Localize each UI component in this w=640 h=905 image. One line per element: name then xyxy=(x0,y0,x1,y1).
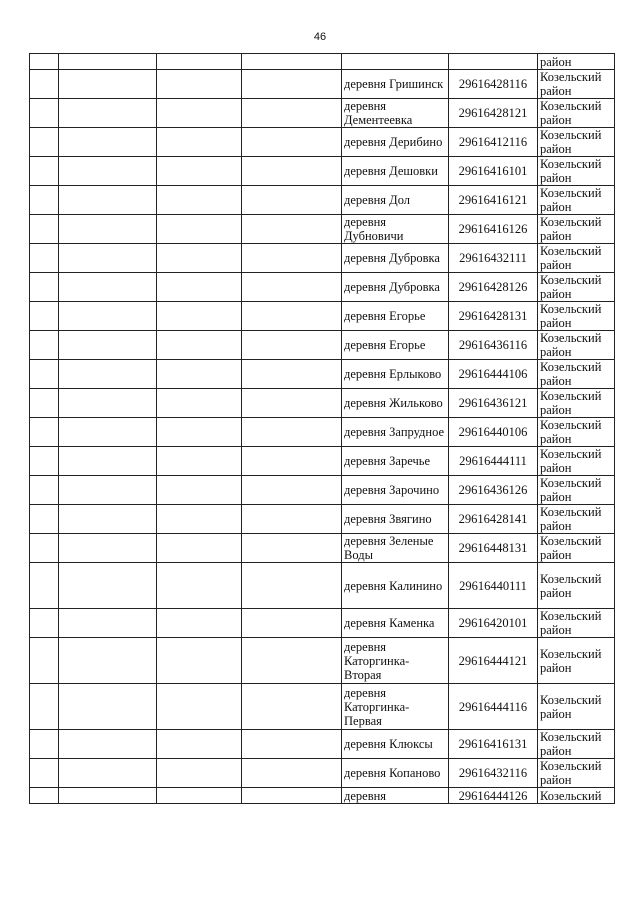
table-row xyxy=(30,157,615,186)
settlement-name-cell: деревня Егорье xyxy=(342,302,449,331)
empty-cell xyxy=(157,302,242,331)
table-row xyxy=(30,54,615,70)
table-row xyxy=(30,534,615,563)
district-cell: Козельский xyxy=(538,788,615,804)
empty-cell xyxy=(59,609,157,638)
empty-cell xyxy=(242,186,342,215)
district-cell: Козельский район xyxy=(538,128,615,157)
row-number-cell xyxy=(30,684,59,730)
table-row xyxy=(30,476,615,505)
district-cell: Козельский район xyxy=(538,273,615,302)
settlement-name-cell: деревня Запрудное xyxy=(342,418,449,447)
district-cell: Козельский район xyxy=(538,360,615,389)
empty-cell xyxy=(59,244,157,273)
row-number-cell xyxy=(30,302,59,331)
empty-cell xyxy=(157,447,242,476)
table-row xyxy=(30,638,615,684)
empty-cell xyxy=(242,157,342,186)
settlement-name-cell: деревня Жильково xyxy=(342,389,449,418)
empty-cell xyxy=(157,788,242,804)
empty-cell xyxy=(242,418,342,447)
district-cell: Козельский район xyxy=(538,447,615,476)
empty-cell xyxy=(157,730,242,759)
table-row xyxy=(30,389,615,418)
empty-cell xyxy=(242,70,342,99)
row-number-cell xyxy=(30,609,59,638)
table-row xyxy=(30,99,615,128)
oktmo-code-cell: 29616428116 xyxy=(449,70,538,99)
settlement-name-cell: деревня Гришинск xyxy=(342,70,449,99)
table-row xyxy=(30,244,615,273)
table-row xyxy=(30,563,615,609)
empty-cell xyxy=(157,389,242,418)
oktmo-code-cell: 29616420101 xyxy=(449,609,538,638)
empty-cell xyxy=(242,788,342,804)
row-number-cell xyxy=(30,638,59,684)
row-number-cell xyxy=(30,730,59,759)
empty-cell xyxy=(157,638,242,684)
district-cell: Козельский район xyxy=(538,418,615,447)
row-number-cell xyxy=(30,331,59,360)
row-number-cell xyxy=(30,244,59,273)
empty-cell xyxy=(59,505,157,534)
oktmo-code-cell: 29616444126 xyxy=(449,788,538,804)
settlement-name-cell: деревня Заречье xyxy=(342,447,449,476)
empty-cell xyxy=(59,331,157,360)
empty-cell xyxy=(242,563,342,609)
oktmo-code-cell: 29616444106 xyxy=(449,360,538,389)
row-number-cell xyxy=(30,99,59,128)
district-cell: Козельский район xyxy=(538,609,615,638)
district-cell: Козельский район xyxy=(538,534,615,563)
table-row xyxy=(30,273,615,302)
row-number-cell xyxy=(30,476,59,505)
oktmo-code-cell: 29616436126 xyxy=(449,476,538,505)
row-number-cell xyxy=(30,505,59,534)
settlement-name-cell: деревня Егорье xyxy=(342,331,449,360)
table-row xyxy=(30,215,615,244)
empty-cell xyxy=(59,54,157,70)
empty-cell xyxy=(242,273,342,302)
empty-cell xyxy=(59,157,157,186)
row-number-cell xyxy=(30,70,59,99)
empty-cell xyxy=(157,215,242,244)
oktmo-code-cell xyxy=(449,54,538,70)
district-cell: Козельский район xyxy=(538,730,615,759)
oktmo-code-cell: 29616440111 xyxy=(449,563,538,609)
empty-cell xyxy=(157,331,242,360)
settlement-name-cell: деревня Клюксы xyxy=(342,730,449,759)
district-cell: Козельский район xyxy=(538,157,615,186)
empty-cell xyxy=(157,244,242,273)
empty-cell xyxy=(59,788,157,804)
row-number-cell xyxy=(30,534,59,563)
oktmo-code-cell: 29616416126 xyxy=(449,215,538,244)
row-number-cell xyxy=(30,788,59,804)
empty-cell xyxy=(59,302,157,331)
empty-cell xyxy=(59,684,157,730)
row-number-cell xyxy=(30,563,59,609)
district-cell: Козельский район xyxy=(538,505,615,534)
settlement-name-cell: деревня Зарочино xyxy=(342,476,449,505)
empty-cell xyxy=(242,638,342,684)
empty-cell xyxy=(59,534,157,563)
empty-cell xyxy=(59,70,157,99)
oktmo-code-cell: 29616432116 xyxy=(449,759,538,788)
row-number-cell xyxy=(30,273,59,302)
district-cell: район xyxy=(538,54,615,70)
empty-cell xyxy=(157,128,242,157)
empty-cell xyxy=(157,505,242,534)
oktmo-code-cell: 29616444116 xyxy=(449,684,538,730)
empty-cell xyxy=(157,273,242,302)
row-number-cell xyxy=(30,157,59,186)
settlement-name-cell: деревня Дубновичи xyxy=(342,215,449,244)
district-cell: Козельский район xyxy=(538,759,615,788)
oktmo-code-cell: 29616436121 xyxy=(449,389,538,418)
settlement-name-cell: деревня Дешовки xyxy=(342,157,449,186)
empty-cell xyxy=(59,418,157,447)
settlement-name-cell: деревня Дубровка xyxy=(342,273,449,302)
page-number: 46 xyxy=(313,31,327,43)
row-number-cell xyxy=(30,447,59,476)
settlement-name-cell: деревня Ерлыково xyxy=(342,360,449,389)
empty-cell xyxy=(59,186,157,215)
district-cell: Козельский район xyxy=(538,186,615,215)
settlement-name-cell: деревня Копаново xyxy=(342,759,449,788)
table-row xyxy=(30,788,615,804)
empty-cell xyxy=(59,215,157,244)
table-row xyxy=(30,128,615,157)
empty-cell xyxy=(157,418,242,447)
empty-cell xyxy=(59,447,157,476)
oktmo-code-cell: 29616428131 xyxy=(449,302,538,331)
district-cell: Козельский район xyxy=(538,99,615,128)
table-row xyxy=(30,730,615,759)
empty-cell xyxy=(59,638,157,684)
table-row xyxy=(30,418,615,447)
settlement-name-cell: деревня Калинино xyxy=(342,563,449,609)
settlement-name-cell: деревня Дерибино xyxy=(342,128,449,157)
table-row xyxy=(30,684,615,730)
empty-cell xyxy=(242,684,342,730)
empty-cell xyxy=(242,302,342,331)
empty-cell xyxy=(59,360,157,389)
table-row xyxy=(30,609,615,638)
oktmo-code-cell: 29616428141 xyxy=(449,505,538,534)
empty-cell xyxy=(157,476,242,505)
oktmo-code-cell: 29616416121 xyxy=(449,186,538,215)
district-cell: Козельский район xyxy=(538,302,615,331)
empty-cell xyxy=(157,360,242,389)
empty-cell xyxy=(157,70,242,99)
table-row xyxy=(30,447,615,476)
settlement-name-cell: деревня Каменка xyxy=(342,609,449,638)
row-number-cell xyxy=(30,128,59,157)
empty-cell xyxy=(242,609,342,638)
empty-cell xyxy=(59,563,157,609)
empty-cell xyxy=(59,389,157,418)
table-row xyxy=(30,302,615,331)
empty-cell xyxy=(157,99,242,128)
row-number-cell xyxy=(30,418,59,447)
district-cell: Козельский район xyxy=(538,638,615,684)
table-row xyxy=(30,759,615,788)
empty-cell xyxy=(157,54,242,70)
empty-cell xyxy=(59,99,157,128)
oktmo-code-cell: 29616448131 xyxy=(449,534,538,563)
empty-cell xyxy=(242,759,342,788)
empty-cell xyxy=(59,759,157,788)
oktmo-code-cell: 29616432111 xyxy=(449,244,538,273)
empty-cell xyxy=(242,447,342,476)
empty-cell xyxy=(242,730,342,759)
settlements-table xyxy=(29,53,615,804)
oktmo-code-cell: 29616444121 xyxy=(449,638,538,684)
empty-cell xyxy=(157,563,242,609)
empty-cell xyxy=(242,505,342,534)
district-cell: Козельский район xyxy=(538,684,615,730)
oktmo-code-cell: 29616444111 xyxy=(449,447,538,476)
empty-cell xyxy=(157,684,242,730)
district-cell: Козельский район xyxy=(538,70,615,99)
empty-cell xyxy=(242,476,342,505)
district-cell: Козельский район xyxy=(538,215,615,244)
district-cell: Козельский район xyxy=(538,331,615,360)
settlement-name-cell: деревня Дементеевка xyxy=(342,99,449,128)
empty-cell xyxy=(59,476,157,505)
settlement-name-cell: деревня Зеленые Воды xyxy=(342,534,449,563)
oktmo-code-cell: 29616436116 xyxy=(449,331,538,360)
row-number-cell xyxy=(30,186,59,215)
settlement-name-cell: деревня Дол xyxy=(342,186,449,215)
empty-cell xyxy=(242,331,342,360)
empty-cell xyxy=(242,389,342,418)
empty-cell xyxy=(157,609,242,638)
oktmo-code-cell: 29616440106 xyxy=(449,418,538,447)
empty-cell xyxy=(242,360,342,389)
oktmo-code-cell: 29616416131 xyxy=(449,730,538,759)
empty-cell xyxy=(242,244,342,273)
district-cell: Козельский район xyxy=(538,563,615,609)
row-number-cell xyxy=(30,360,59,389)
oktmo-code-cell: 29616428126 xyxy=(449,273,538,302)
empty-cell xyxy=(242,99,342,128)
empty-cell xyxy=(59,128,157,157)
settlement-name-cell: деревня xyxy=(342,788,449,804)
settlement-name-cell: деревня Каторгинка-Вторая xyxy=(342,638,449,684)
oktmo-code-cell: 29616428121 xyxy=(449,99,538,128)
empty-cell xyxy=(242,534,342,563)
empty-cell xyxy=(242,215,342,244)
table-row xyxy=(30,505,615,534)
oktmo-code-cell: 29616412116 xyxy=(449,128,538,157)
row-number-cell xyxy=(30,389,59,418)
empty-cell xyxy=(242,128,342,157)
district-cell: Козельский район xyxy=(538,389,615,418)
table-row xyxy=(30,186,615,215)
empty-cell xyxy=(59,273,157,302)
settlement-name-cell: деревня Дубровка xyxy=(342,244,449,273)
settlement-name-cell xyxy=(342,54,449,70)
settlement-name-cell: деревня Звягино xyxy=(342,505,449,534)
settlement-name-cell: деревня Каторгинка-Первая xyxy=(342,684,449,730)
empty-cell xyxy=(59,730,157,759)
row-number-cell xyxy=(30,759,59,788)
table-row xyxy=(30,331,615,360)
row-number-cell xyxy=(30,215,59,244)
table-row xyxy=(30,70,615,99)
oktmo-code-cell: 29616416101 xyxy=(449,157,538,186)
district-cell: Козельский район xyxy=(538,476,615,505)
empty-cell xyxy=(157,759,242,788)
district-cell: Козельский район xyxy=(538,244,615,273)
empty-cell xyxy=(242,54,342,70)
empty-cell xyxy=(157,534,242,563)
row-number-cell xyxy=(30,54,59,70)
table-row xyxy=(30,360,615,389)
empty-cell xyxy=(157,186,242,215)
empty-cell xyxy=(157,157,242,186)
